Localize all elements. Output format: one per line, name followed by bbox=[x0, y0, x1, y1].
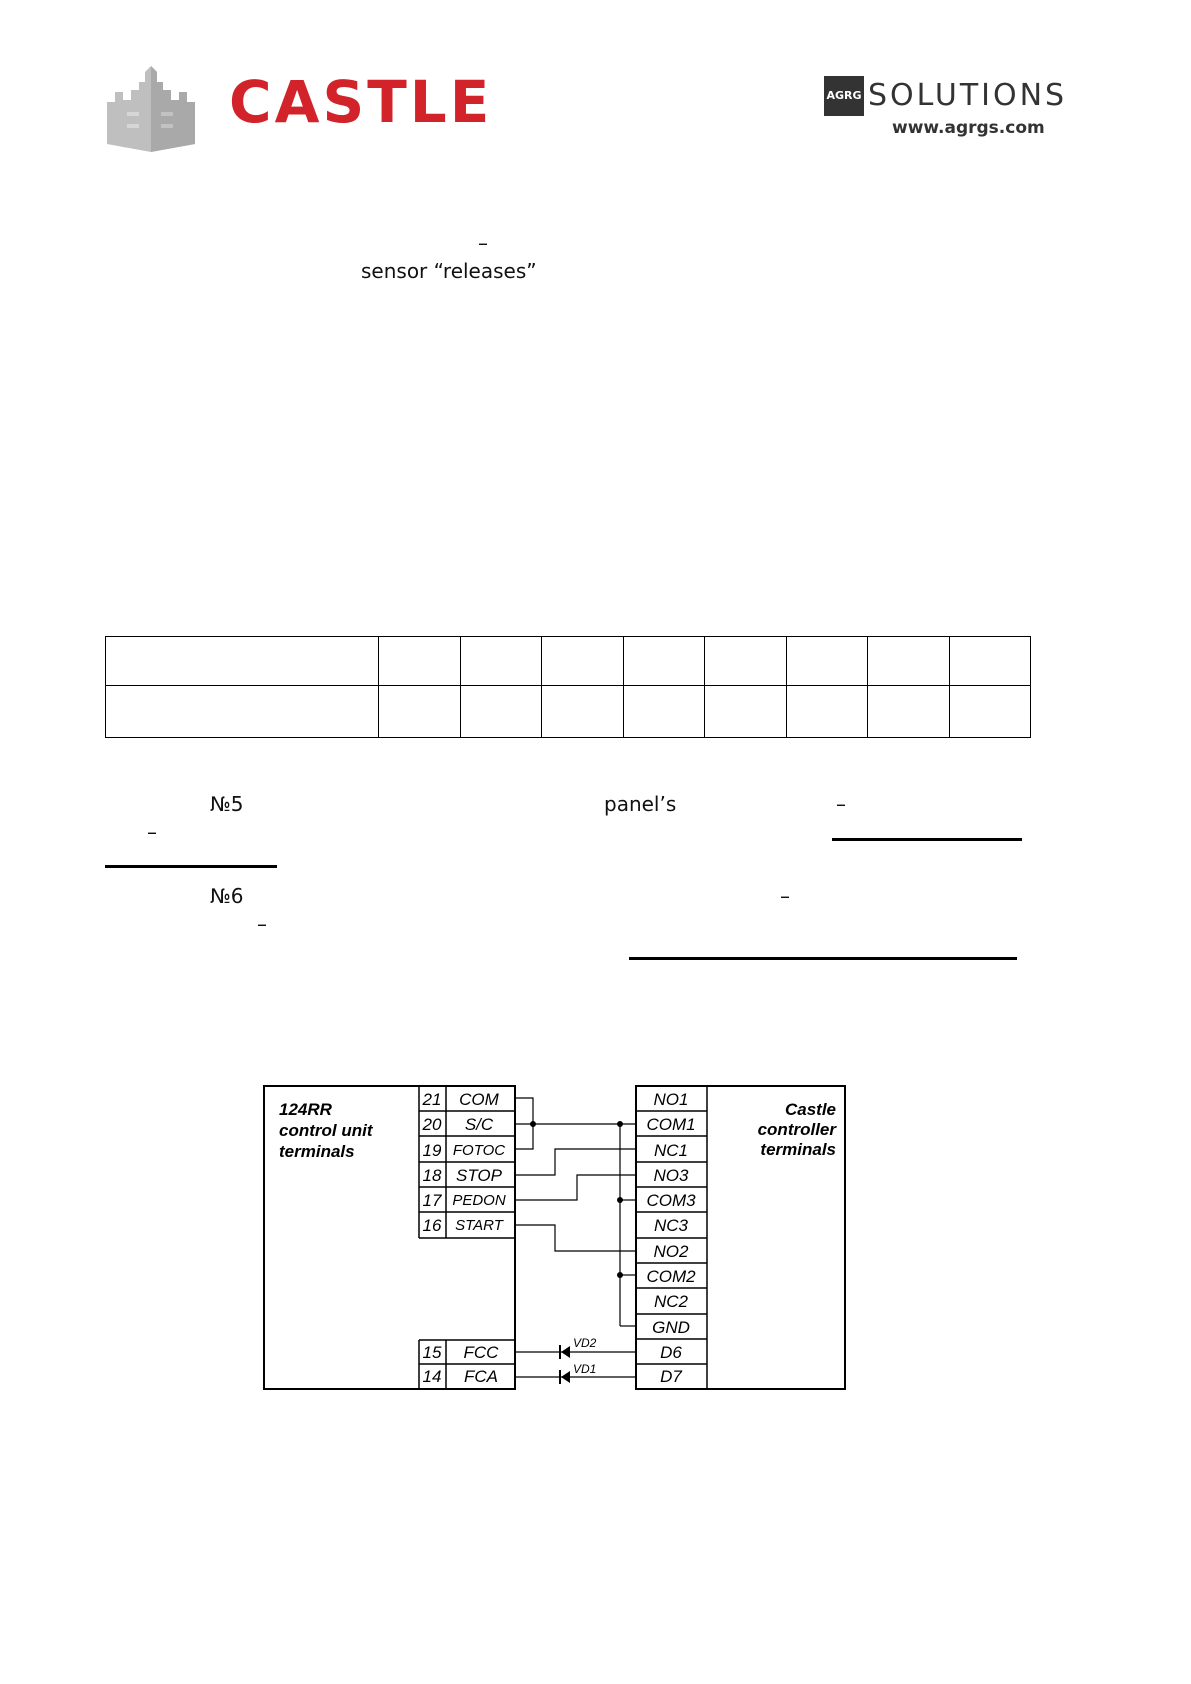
terminal-number: 20 bbox=[422, 1115, 442, 1134]
terminal-label: START bbox=[455, 1217, 503, 1234]
dash-fragment: – bbox=[147, 820, 157, 844]
terminal-number: 14 bbox=[422, 1367, 442, 1386]
left-title-line: 124RR bbox=[279, 1100, 332, 1119]
terminal-label: NO3 bbox=[653, 1166, 689, 1185]
terminal-number: 15 bbox=[422, 1343, 442, 1362]
terminal-number: 17 bbox=[422, 1191, 442, 1210]
dash-fragment: – bbox=[478, 231, 488, 255]
dash-fragment: – bbox=[780, 884, 790, 908]
diode-vd2-icon bbox=[560, 1336, 597, 1359]
brand-wordmark: CASTLE bbox=[229, 68, 493, 136]
terminal-label: NC1 bbox=[653, 1141, 689, 1160]
partner-name: SOLUTIONS bbox=[868, 78, 1068, 113]
left-title-line: control unit bbox=[279, 1121, 373, 1140]
terminal-label: S/C bbox=[464, 1115, 494, 1134]
terminal-label: FCC bbox=[463, 1343, 499, 1362]
terminal-label: FOTOC bbox=[452, 1142, 506, 1159]
no5-text: №5 bbox=[210, 792, 244, 816]
terminal-number: 21 bbox=[422, 1090, 442, 1109]
terminal-label: NO2 bbox=[653, 1242, 689, 1261]
agrg-badge-text: AGRG bbox=[826, 89, 862, 102]
terminal-label: FCA bbox=[464, 1367, 498, 1386]
terminal-number: 16 bbox=[422, 1216, 442, 1235]
diode-vd1-icon bbox=[560, 1362, 596, 1384]
right-title-line: Castle bbox=[784, 1100, 836, 1119]
terminal-label: PEDON bbox=[452, 1192, 506, 1209]
dash-fragment: – bbox=[257, 912, 267, 936]
terminal-label: COM3 bbox=[646, 1191, 696, 1210]
website-link[interactable]: www.agrgs.com bbox=[892, 118, 1045, 138]
diode-label: VD2 bbox=[573, 1336, 597, 1350]
terminal-label: COM2 bbox=[646, 1267, 696, 1286]
terminal-label: D7 bbox=[660, 1367, 682, 1386]
terminal-label: D6 bbox=[660, 1343, 682, 1362]
sensor-releases-text: sensor “releases” bbox=[361, 259, 537, 283]
panels-text: panel’s bbox=[604, 792, 677, 816]
terminal-label: COM bbox=[459, 1090, 499, 1109]
terminal-number: 19 bbox=[422, 1141, 442, 1160]
terminal-number: 18 bbox=[422, 1166, 442, 1185]
right-title-line: terminals bbox=[760, 1140, 836, 1159]
terminal-label: NO1 bbox=[653, 1090, 689, 1109]
right-title-line: controller bbox=[757, 1120, 836, 1139]
no6-text: №6 bbox=[210, 884, 244, 908]
terminal-label: COM1 bbox=[646, 1115, 696, 1134]
terminal-label: STOP bbox=[456, 1166, 502, 1185]
terminal-label: NC3 bbox=[653, 1216, 689, 1235]
diode-label: VD1 bbox=[573, 1362, 597, 1376]
dash-fragment: – bbox=[836, 792, 846, 816]
left-title-line: terminals bbox=[279, 1142, 355, 1161]
terminal-label: NC2 bbox=[653, 1292, 689, 1311]
terminal-label: GND bbox=[652, 1318, 690, 1337]
